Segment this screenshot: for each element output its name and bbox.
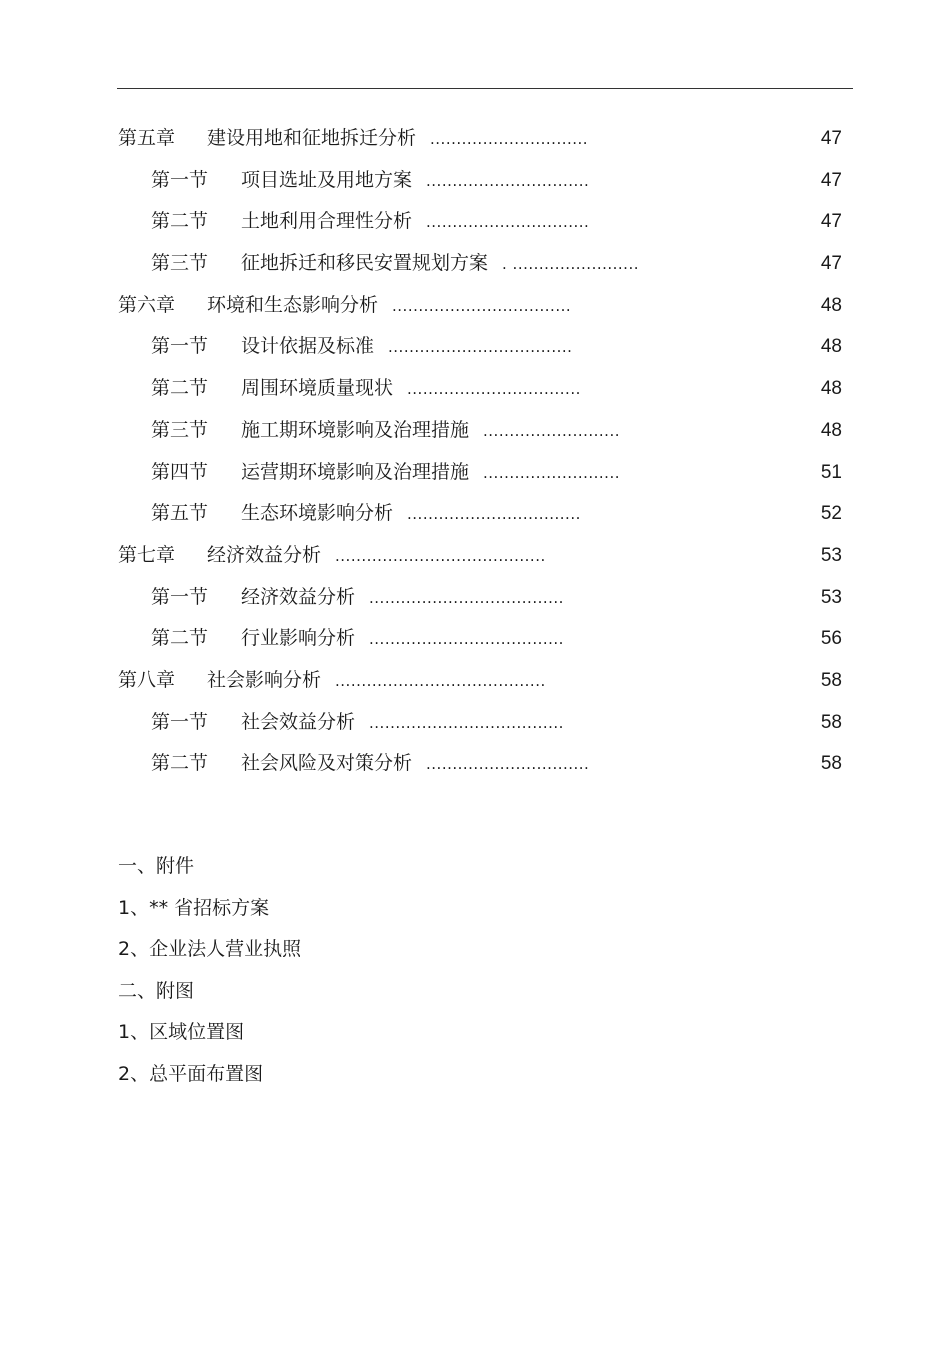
- toc-entry-number: 第三节: [151, 252, 209, 275]
- appendix-item: 2、企业法人营业执照: [118, 938, 302, 960]
- toc-page-number: 48: [820, 336, 842, 358]
- toc-entry-title: 环境和生态影响分析: [207, 293, 379, 316]
- toc-entry-title-group: [241, 493, 581, 536]
- toc-entry-section[interactable]: [0, 743, 950, 785]
- toc-entry-title: 经济效益分析: [241, 585, 356, 608]
- toc-entry-title-group: [241, 243, 639, 286]
- toc-page-number: 48: [820, 294, 842, 316]
- appendix-item: 1、** 省招标方案: [118, 896, 270, 919]
- toc-leader-dots: ..................................: [392, 296, 572, 315]
- toc-page-number: 58: [820, 669, 842, 691]
- toc-entry-section[interactable]: [0, 410, 950, 452]
- toc-entry-title: 征地拆迁和移民安置规划方案: [241, 252, 489, 275]
- toc-entry-title-group: [241, 702, 564, 745]
- toc-page-number: 51: [820, 461, 842, 483]
- toc-entry-section[interactable]: [0, 452, 950, 494]
- toc-entry-number: 第四节: [151, 460, 209, 483]
- toc-entry-number: 第八章: [118, 668, 176, 691]
- toc-entry-title: 设计依据及标准: [241, 335, 375, 358]
- toc-entry-chapter[interactable]: [0, 285, 950, 327]
- toc-entry-title-group: [241, 743, 589, 786]
- toc-leader-dots: . ........................: [502, 255, 639, 274]
- toc-entry-section[interactable]: [0, 160, 950, 202]
- toc-page-number: 53: [820, 586, 842, 608]
- toc-entry-title-group: [241, 452, 620, 495]
- toc-entry-number: 第七章: [118, 543, 176, 566]
- toc-page-number: 47: [820, 253, 842, 275]
- header-rule: [117, 88, 853, 89]
- toc-leader-dots: .................................: [407, 505, 581, 524]
- table-of-contents: [0, 118, 950, 785]
- toc-entry-title: 施工期环境影响及治理措施: [241, 418, 470, 441]
- toc-leader-dots: ........................................: [335, 546, 546, 565]
- toc-entry-title: 生态环境影响分析: [241, 502, 394, 525]
- toc-entry-section[interactable]: [0, 493, 950, 535]
- toc-page-number: 48: [820, 378, 842, 400]
- toc-entry-section[interactable]: [0, 577, 950, 619]
- toc-entry-title-group: [207, 118, 588, 161]
- toc-page-number: 47: [820, 128, 842, 149]
- toc-entry-title: 经济效益分析: [207, 543, 322, 566]
- toc-entry-title: 运营期环境影响及治理措施: [241, 460, 470, 483]
- toc-entry-section[interactable]: [0, 618, 950, 660]
- toc-entry-section[interactable]: [0, 702, 950, 744]
- toc-entry-title-group: [207, 660, 546, 703]
- toc-entry-title: 社会效益分析: [241, 710, 356, 733]
- toc-page-number: 58: [820, 711, 842, 733]
- toc-entry-number: 第二节: [151, 377, 209, 400]
- toc-entry-title: 建设用地和征地拆迁分析: [207, 127, 417, 149]
- toc-leader-dots: .................................: [407, 380, 581, 399]
- toc-entry-number: 第一节: [151, 335, 209, 358]
- toc-entry-title: 周围环境质量现状: [241, 377, 394, 400]
- toc-entry-section[interactable]: [0, 368, 950, 410]
- toc-page-number: 58: [820, 753, 842, 775]
- appendix-item: 二、附图: [118, 979, 195, 1002]
- toc-page-number: 48: [820, 419, 842, 441]
- toc-entry-chapter[interactable]: [0, 535, 950, 577]
- toc-entry-number: 第五节: [151, 502, 209, 525]
- toc-entry-title-group: [241, 326, 572, 369]
- toc-leader-dots: ...............................: [426, 755, 590, 774]
- toc-entry-title: 社会风险及对策分析: [241, 752, 413, 775]
- toc-entry-title-group: [241, 577, 564, 620]
- appendix-list: [118, 846, 818, 1095]
- toc-page-number: 56: [820, 628, 842, 650]
- toc-entry-title-group: [241, 368, 581, 411]
- toc-entry-title: 行业影响分析: [241, 627, 356, 650]
- toc-page-number: 52: [820, 503, 842, 525]
- toc-entry-title: 社会影响分析: [207, 668, 322, 691]
- toc-entry-number: 第二节: [151, 627, 209, 650]
- toc-page-number: 47: [820, 211, 842, 233]
- toc-leader-dots: ..........................: [483, 463, 620, 482]
- toc-entry-section[interactable]: [0, 243, 950, 285]
- toc-entry-section[interactable]: [0, 201, 950, 243]
- toc-entry-title-group: [207, 535, 546, 578]
- appendix-item: 1、区域位置图: [118, 1021, 245, 1043]
- appendix-item: 一、附件: [118, 855, 195, 877]
- toc-entry-title: 项目选址及用地方案: [241, 168, 413, 191]
- toc-entry-section[interactable]: [0, 326, 950, 368]
- toc-entry-number: 第三节: [151, 418, 209, 441]
- toc-entry-title-group: [241, 410, 620, 453]
- toc-entry-title: 土地利用合理性分析: [241, 210, 413, 233]
- toc-leader-dots: ...............................: [426, 171, 590, 190]
- toc-entry-number: 第一节: [151, 585, 209, 608]
- toc-entry-number: 第六章: [118, 293, 176, 316]
- toc-leader-dots: ........................................: [335, 671, 546, 690]
- toc-leader-dots: .....................................: [369, 630, 564, 649]
- toc-entry-number: 第二节: [151, 752, 209, 775]
- toc-entry-chapter[interactable]: [0, 118, 950, 160]
- toc-entry-number: 第五章: [118, 127, 176, 149]
- toc-leader-dots: .....................................: [369, 588, 564, 607]
- appendix-item: 2、总平面布置图: [118, 1062, 264, 1085]
- toc-leader-dots: .....................................: [369, 713, 564, 732]
- toc-entry-title-group: [241, 618, 564, 661]
- toc-page-number: 53: [820, 544, 842, 566]
- toc-leader-dots: ...............................: [426, 213, 590, 232]
- toc-entry-number: 第一节: [151, 168, 209, 191]
- toc-entry-title-group: [207, 285, 571, 328]
- toc-entry-chapter[interactable]: [0, 660, 950, 702]
- toc-entry-number: 第二节: [151, 210, 209, 233]
- toc-entry-title-group: [241, 201, 589, 244]
- toc-entry-title-group: [241, 160, 589, 203]
- toc-page-number: 47: [820, 169, 842, 191]
- toc-entry-number: 第一节: [151, 710, 209, 733]
- toc-leader-dots: ..............................: [430, 130, 589, 148]
- toc-leader-dots: ...................................: [388, 338, 573, 357]
- toc-leader-dots: ..........................: [483, 421, 620, 440]
